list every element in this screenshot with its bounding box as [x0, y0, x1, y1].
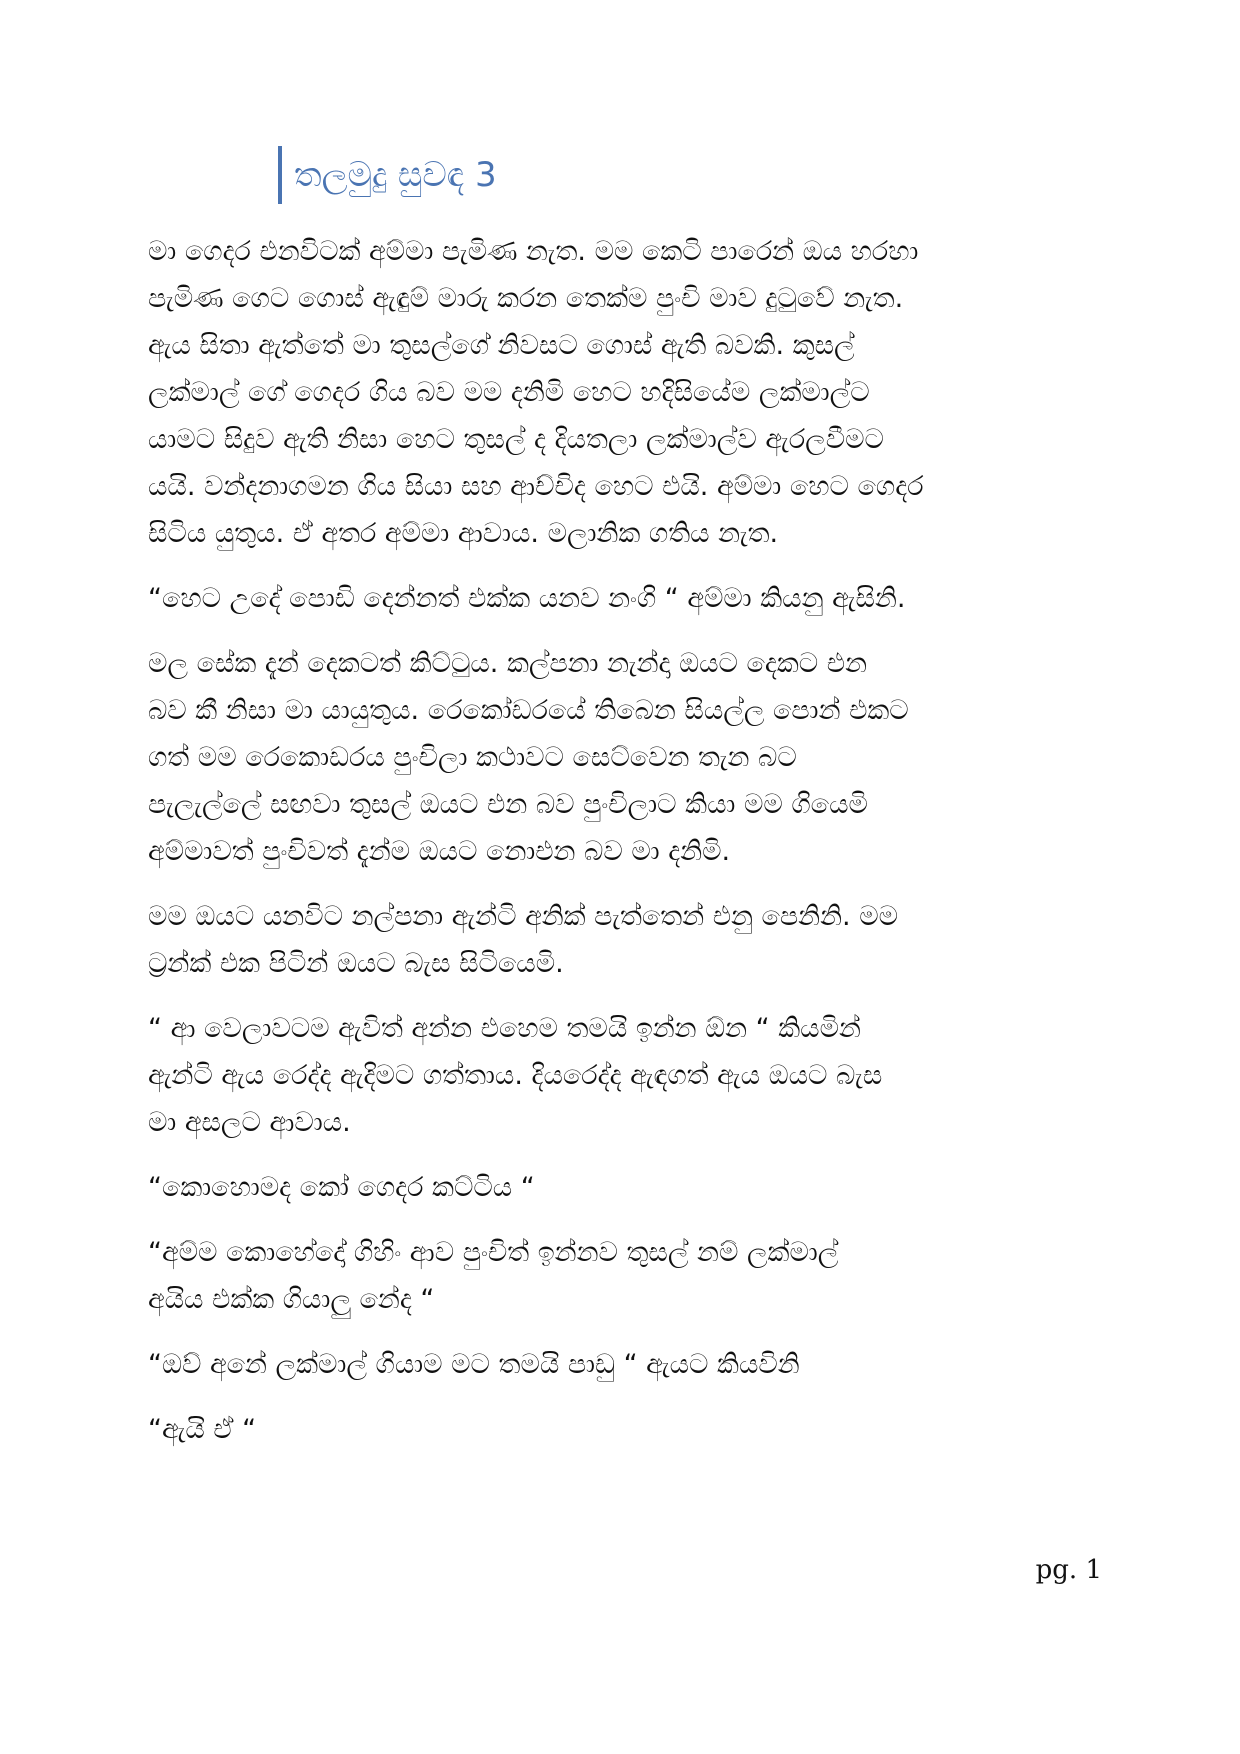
- paragraph: [148, 1341, 1098, 1388]
- paragraph: [148, 575, 1098, 622]
- text-line: ට්‍රන්ක් එක පිටින් ඔයට බැස සිටියෙමි.: [148, 948, 564, 979]
- paragraph: [148, 1229, 1098, 1323]
- text-line: ඇය සිතා ඇත්තේ මා තුසල්ගේ නිවසට ගොස් ඇති බවකි. කුසල්: [148, 330, 855, 361]
- text-line: ඇන්ටි ඇය රෙද්ද ඇදිමට ගත්තාය. දියරෙද්ද ඇඳගත් ඇය ඔයට බැස: [148, 1060, 883, 1091]
- paragraph: [148, 1164, 1098, 1211]
- text-line: “අම්ම කොහේදෝ ගිහිං ආව පුංචිත් ඉන්නව තුසල් නම් ලක්මාල්: [148, 1237, 839, 1268]
- text-line: යාමට සිදුව ඇති නිසා හෙට තුසල් ද දියතලා ලක්මාල්ව ඇරලවීමට: [148, 424, 884, 455]
- page-number: pg. 1: [1035, 1555, 1102, 1585]
- paragraph: [148, 228, 1098, 557]
- text-line: “හෙට උදේ පොඩි දෙන්නත් එක්ක යනව නංගි “ අම්මා කියනු ඇසිනි.: [148, 583, 906, 614]
- paragraph: [148, 640, 1098, 875]
- paragraph: [148, 893, 1098, 987]
- text-line: බව කී නිසා මා යායුතුය. රෙකෝඩරයේ තිබෙන සියල්ල පොන් එකට: [148, 695, 909, 726]
- title-bar: [278, 146, 497, 204]
- text-line: ලක්මාල් ගේ ගෙදර ගිය බව මම දනිමි හෙට හදිසියේම ලක්මාල්ට: [148, 377, 870, 408]
- text-line: “ඔව් අනේ ලක්මාල් ගියාම මට තමයි පාඩු “ ඇයට කියවිනි: [148, 1349, 800, 1380]
- text-line: අයිය එක්ක ගියාලු නේද “: [148, 1284, 435, 1315]
- text-line: “ඇයි ඒ “: [148, 1414, 257, 1445]
- text-line: ගත් මම රෙකොඩරය පුංචිලා කථාවට සෙට්වෙන තැන බට: [148, 742, 797, 773]
- text-line: “ ආ වෙලාවටම ඇවිත් අන්න එහෙම තමයි ඉන්න ඕන “ කියමින්: [148, 1013, 861, 1044]
- paragraph: [148, 1005, 1098, 1146]
- document-title: තලමුදු සුවඳ 3: [294, 155, 497, 195]
- text-line: මම ඔයට යනවිට නල්පනා ඇන්ටි අනික් පැත්තෙන් එනු පෙනිනි. මම: [148, 901, 899, 932]
- text-line: සිටිය යුතුය. ඒ අතර අම්මා ආවාය. මලානික ගතිය නැත.: [148, 518, 779, 549]
- text-line: පැමිණ ගෙට ගොස් ඇඳුම් මාරු කරන තෙක්ම පුංචි මාව දුටුවේ නැත.: [148, 283, 904, 314]
- text-line: අම්මාවත් පුංචිවත් දැන්ම ඔයට නොඑන බව මා දනිමි.: [148, 836, 731, 867]
- text-line: මා ගෙදර එනවිටක් අම්මා පැමිණ නැත. මම කෙටි පාරෙන් ඔය හරහා: [148, 236, 919, 267]
- text-line: මල සේක දැන් දෙකටත් කිට්ටුය. කල්පනා නැන්දා ඔයට දෙකට එන: [148, 648, 868, 679]
- text-line: මා අසලට ආවාය.: [148, 1107, 351, 1138]
- document-body: [148, 228, 1098, 1471]
- text-line: යයි. වන්දනාගමන ගිය සියා සහ ආච්චිද හෙට එයි. අම්මා හෙට ගෙදර: [148, 471, 924, 502]
- text-line: “කොහොමද කෝ ගෙදර කට්ටිය “: [148, 1172, 535, 1203]
- paragraph: [148, 1406, 1098, 1453]
- text-line: පැලැල්ලේ සඟවා තුසල් ඔයට එන බව පුංචිලාට කියා මම ගියෙමි: [148, 789, 868, 820]
